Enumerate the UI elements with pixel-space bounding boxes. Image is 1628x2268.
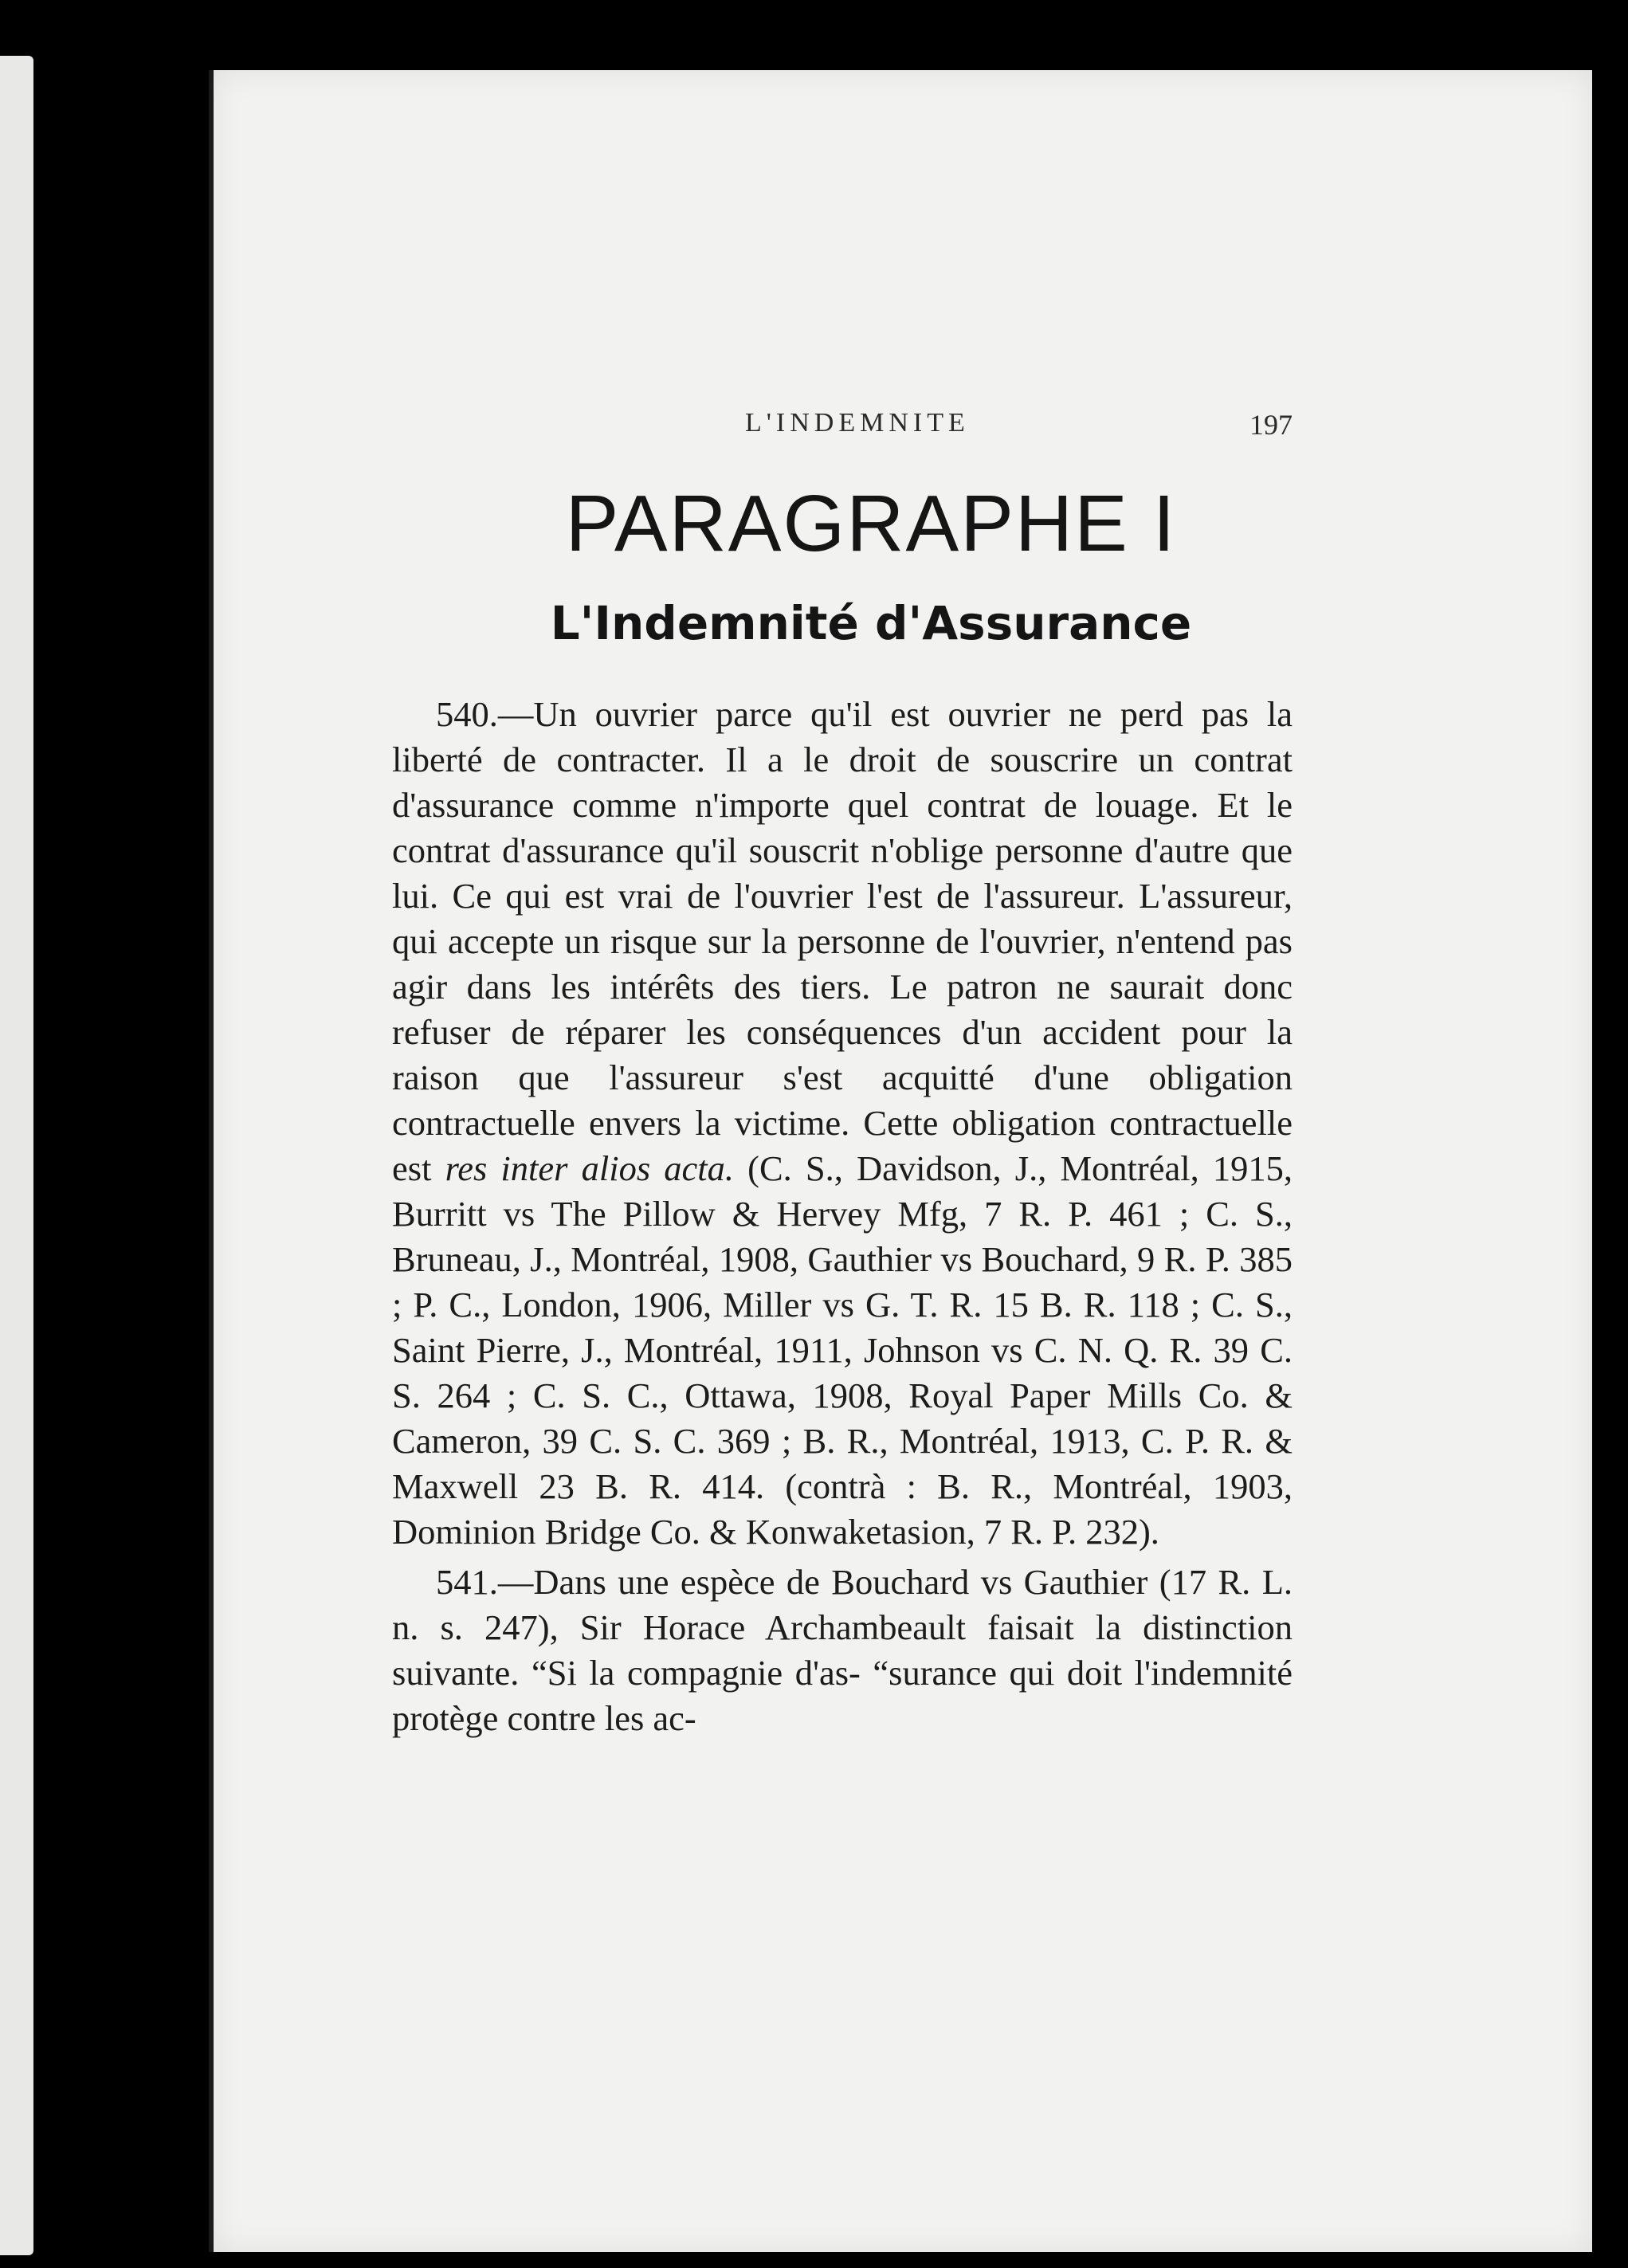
paragraph-540 [392,692,1293,1555]
latin-phrase: res inter alios acta. [445,1148,734,1188]
paragraph-number: 540. [436,694,498,734]
citation-text: (C. S., Davidson, J., Montréal, 1915, Burritt vs The Pillow & Hervey Mfg, 7 R. P. 461 ; C. S., Bruneau, J., Montréal, 1908, Gauthier vs Bouchard, 9 R. P. 385 ; P. C., London, 1906, Miller vs G. T. R. 15 B. R. 118 ; C. S., Saint Pierre, J., Montréal, 1911, Johnson vs C. N. Q. R. 39 C. S. 264 ; C. S. C., Ottawa, 1908, Royal Paper Mills Co. & Cameron, 39 C. S. C. 369 ; B. R., Montréal, 1913, C. P. R. & Maxwell 23 B. R. 414. (contrà : B. R., Montréal, 1903, Dominion Bridge Co. & Konwaketasion, 7 R. P. 232). [392,1148,1293,1552]
body-text [392,692,1293,1741]
section-subtitle: L'Indemnité d'Assurance [550,596,1192,650]
book-page [209,70,1592,2252]
adjacent-page-edge [0,56,33,2255]
section-title: PARAGRAPHE I [565,479,1177,568]
paragraph-text: —Un ouvrier parce qu'il est ouvrier ne perd pas la liberté de contracter. Il a le droit de souscrire un contrat d'assurance comme n'importe quel contrat de louage. Et le contrat d'assurance qu'il souscrit n'oblige personne d'autre que lui. Ce qui est vrai de l'ouvrier l'est de l'assureur. L'assureur, qui accepte un risque sur la personne de l'ouvrier, n'entend pas agir dans les intérêts des tiers. Le patron ne saurait donc refuser de réparer les conséquences d'un accident pour la raison que l'assureur s'est acquitté d'une obligation contractuelle envers la victime. Cette obligation contractuelle est [392,694,1293,1188]
paragraph-541 [392,1560,1293,1741]
page-number: 197 [1249,409,1293,441]
running-title: L'INDEMNITE [745,408,970,438]
running-header [214,408,1592,440]
paragraph-number: 541. [436,1562,498,1602]
paragraph-text: —Dans une espèce de Bouchard vs Gauthier (17 R. L. n. s. 247), Sir Horace Archambeault faisait la distinction suivante. “Si la compagnie d'as- “surance qui doit l'indemnité protège contre les ac- [392,1562,1293,1738]
